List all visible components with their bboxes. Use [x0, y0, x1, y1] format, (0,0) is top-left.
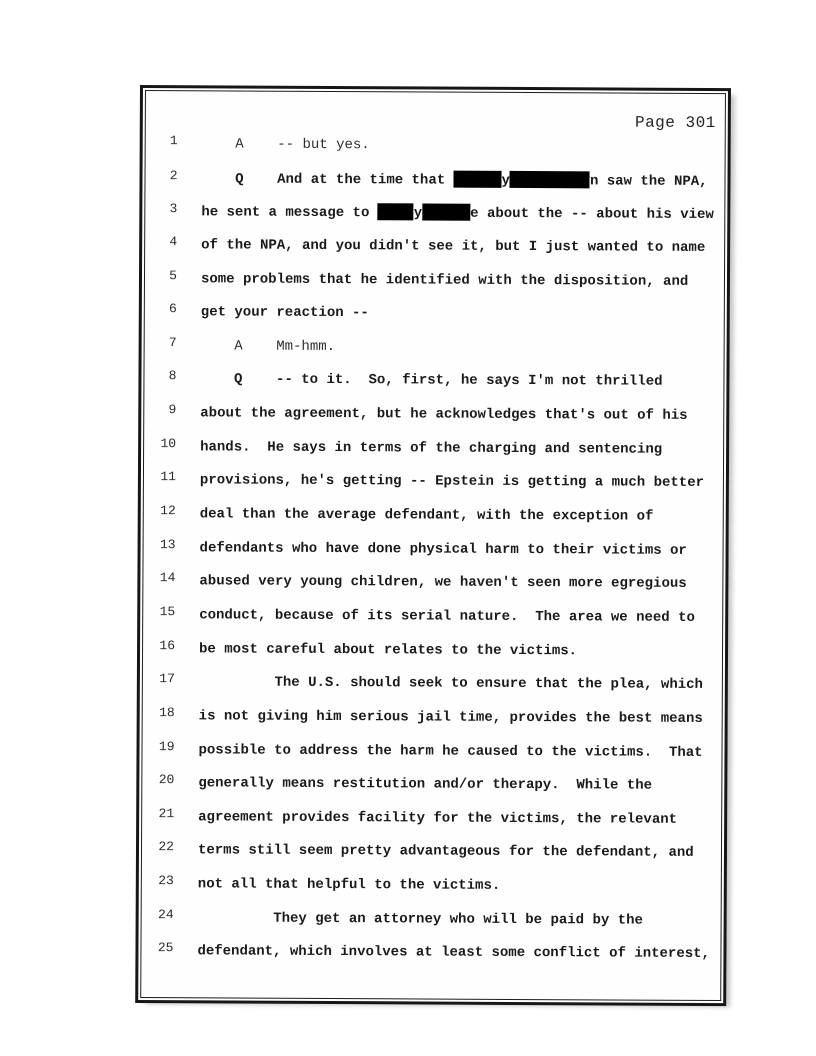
line-text [198, 842, 694, 863]
text-segment: not all that helpful to the victims. [197, 876, 501, 894]
transcript-line [153, 572, 720, 609]
transcript-line [151, 942, 718, 979]
transcript-line [153, 637, 720, 677]
line-text [201, 304, 369, 323]
line-number: 24 [158, 906, 174, 922]
line-number: 22 [158, 839, 175, 855]
transcript-line [155, 334, 722, 374]
line-text [198, 875, 501, 895]
page-number: Page 301 [634, 113, 716, 133]
text-segment: provisions, he's getting -- Epstein is getting a much better [199, 472, 705, 492]
line-number: 6 [168, 301, 177, 317]
line-number: 18 [159, 704, 175, 721]
page-border-frame [135, 85, 731, 1006]
line-number: 9 [168, 402, 177, 418]
redaction-box [454, 170, 502, 187]
line-text [200, 472, 704, 493]
transcript-line [156, 135, 723, 172]
line-number: 16 [159, 637, 176, 653]
text-segment: e about the -- about his view [470, 206, 714, 224]
text-segment: hands. He says in terms of the charging and sentencing [200, 439, 663, 458]
transcript-line [154, 471, 721, 508]
transcript-line [152, 738, 719, 778]
line-text [200, 371, 662, 391]
line-number: 3 [169, 201, 178, 217]
text-segment: A -- but yes. [201, 136, 370, 154]
transcript-line [155, 236, 722, 273]
text-segment: A Mm-hmm. [200, 338, 336, 355]
line-text [199, 674, 703, 695]
text-segment: he sent a message to [201, 204, 378, 222]
text-segment: deal than the average defendant, with the exception of [199, 506, 654, 525]
line-text [199, 573, 686, 594]
line-number: 20 [158, 772, 175, 788]
text-segment: generally means restitution and/or therapy. While the [198, 775, 653, 794]
line-text [201, 270, 688, 291]
transcript-line [152, 906, 719, 946]
line-number: 13 [159, 536, 176, 552]
text-segment: The U.S. should seek to ensure that the plea, which [198, 674, 704, 694]
transcript-line [152, 805, 719, 845]
redaction-box [378, 204, 414, 221]
transcript-line [153, 536, 720, 576]
transcript-lines [151, 135, 722, 979]
line-number: 15 [159, 604, 176, 620]
text-segment: about the agreement, but he acknowledges that's out of his [200, 405, 688, 424]
text-segment: Q -- to it. So, first, he says I'm not thrilled [200, 371, 663, 391]
text-segment: conduct, because of its serial nature. The area we need to [199, 607, 695, 626]
line-text [201, 337, 336, 356]
transcript-line [155, 267, 722, 307]
line-number: 4 [169, 234, 178, 250]
line-number: 1 [169, 133, 178, 149]
transcript-line [155, 202, 722, 239]
transcript-line [152, 774, 719, 811]
transcript-line [152, 875, 719, 912]
line-text [200, 539, 687, 560]
text-segment: agreement provides facility for the victims, the relevant [198, 809, 678, 828]
text-segment: y [413, 205, 423, 222]
line-text [200, 505, 654, 525]
text-segment: defendant, which involves at least some conflict of interest, [197, 943, 710, 963]
transcript-line [154, 505, 721, 542]
line-text [198, 909, 643, 929]
line-text [198, 774, 652, 794]
line-number: 21 [158, 805, 175, 822]
text-segment: is not giving him serious jail time, provides the best means [198, 708, 703, 727]
line-number: 19 [158, 738, 175, 754]
line-text [197, 943, 710, 964]
line-number: 10 [160, 435, 177, 451]
line-text [201, 203, 714, 225]
line-number: 7 [168, 334, 177, 351]
transcript-line [155, 169, 722, 206]
line-number: 11 [160, 469, 176, 485]
line-text [199, 707, 703, 728]
text-segment: of the NPA, and you didn't see it, but I just wanted to name [201, 237, 706, 256]
transcript-line [152, 839, 719, 879]
line-number: 23 [158, 873, 174, 889]
text-segment: be most careful about relates to the victims. [199, 640, 578, 659]
page-border-inner [140, 90, 726, 1001]
line-text [201, 169, 707, 191]
line-number: 14 [159, 570, 176, 586]
line-text [201, 236, 705, 257]
line-number: 8 [168, 368, 177, 384]
line-text [200, 404, 687, 425]
line-number: 2 [169, 167, 178, 183]
text-segment: n saw the NPA, [589, 172, 708, 190]
text-segment: possible to address the harm he caused to the victims. That [198, 741, 703, 761]
line-number: 17 [159, 671, 175, 687]
redaction-box [422, 204, 470, 221]
transcript-line [153, 606, 720, 643]
line-text [202, 135, 370, 154]
line-text [199, 606, 695, 627]
line-text [198, 808, 677, 829]
text-segment: They get an attorney who will be paid by the [197, 910, 643, 929]
line-text [198, 741, 702, 762]
transcript-line [153, 704, 720, 744]
transcript-line [153, 673, 720, 710]
transcript-line [154, 368, 721, 408]
line-text [199, 640, 577, 660]
transcript-line [154, 404, 721, 441]
text-segment: terms still seem pretty advantageous for the defendant, and [197, 842, 694, 862]
text-segment: some problems that he identified with the disposition, and [200, 270, 689, 290]
text-segment: abused very young children, we haven't seen more egregious [199, 573, 687, 593]
text-segment: y [501, 172, 510, 189]
transcript-line [154, 435, 721, 475]
line-text [200, 438, 662, 458]
line-number: 5 [169, 267, 178, 283]
text-segment: get your reaction -- [200, 304, 369, 322]
text-segment: Q And at the time that [201, 170, 454, 189]
text-segment: defendants who have done physical harm to their victims or [199, 540, 687, 559]
line-number: 12 [160, 503, 176, 519]
line-number: 25 [157, 940, 174, 956]
redaction-box [510, 171, 590, 188]
transcript-line [155, 303, 722, 340]
